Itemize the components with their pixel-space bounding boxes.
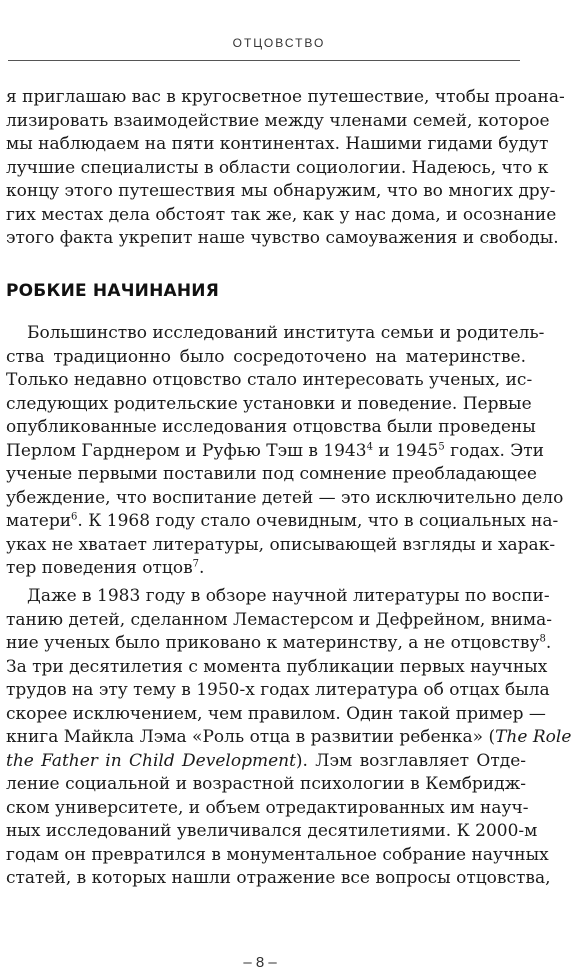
text-line: Большинство исследований института семьи и родитель- xyxy=(27,323,545,343)
text-line: Даже в 1983 году в обзоре научной литературы по воспи- xyxy=(27,586,550,606)
text-line: концу этого путешествия мы обнаружим, что во многих дру- xyxy=(6,181,556,201)
footnote-ref: 4 xyxy=(366,440,373,452)
text-line: годам он превратился в монументальное собрание научных xyxy=(6,844,549,865)
text-line: ных исследований увеличивался десятилетиями. К 2000-м xyxy=(6,821,538,841)
page-number: – 8 – xyxy=(243,954,277,971)
text-line: ском университете, и объем отредактированных им науч- xyxy=(6,797,529,818)
text-line: уках не хватает литературы, описывающей взгляды и харак- xyxy=(6,534,556,555)
text-segment: ). Лэм возглавляет Отде- xyxy=(295,750,526,771)
text-line: ление социальной и возрастной психологии в Кембридж- xyxy=(6,774,526,794)
footnote-ref: 7 xyxy=(192,558,200,570)
text-segment: . xyxy=(545,633,552,653)
footnote-ref: 8 xyxy=(539,633,546,645)
paragraph-1 xyxy=(6,322,564,581)
text-segment: Перлом Гарднером и Руфью Тэш в 1943 xyxy=(6,440,367,461)
text-line: этого факта укрепит наше чувство самоуважения и свободы. xyxy=(6,228,559,248)
text-line xyxy=(6,750,526,774)
text-segment: годах. Эти xyxy=(444,440,545,461)
intro-paragraph xyxy=(6,86,565,251)
text-line: мы наблюдаем на пяти континентах. Нашими гидами будут xyxy=(6,134,549,154)
text-line xyxy=(6,557,526,581)
running-head: ОТЦОВСТВО xyxy=(232,36,326,50)
text-segment: матери xyxy=(6,511,72,531)
text-segment: книга Майкла Лэма «Роль отца в развитии ребенка» ( xyxy=(6,727,496,747)
text-line: статей, в которых нашли отражение все вопросы отцовства, xyxy=(6,868,551,888)
footnote-ref: 6 xyxy=(71,511,78,523)
text-segment: ние ученых было приковано к материнству, а не отцовству xyxy=(6,633,540,653)
text-line: гих местах дела обстоят так же, как у нас дома, и осознание xyxy=(6,204,557,225)
text-line: следующих родительские установки и поведение. Первые xyxy=(6,393,532,414)
header-rule xyxy=(8,60,520,61)
text-line: ства традиционно было сосредоточено на материнстве. xyxy=(6,346,526,367)
text-segment: тер поведения отцов xyxy=(6,558,193,578)
footnote-ref: 5 xyxy=(438,440,445,452)
text-line xyxy=(6,510,559,534)
text-line: лучшие специалисты в области социологии. Надеюсь, что к xyxy=(6,157,549,178)
text-line: убеждение, что воспитание детей — это исключительно дело xyxy=(6,487,564,508)
text-line: Только недавно отцовство стало интересовать ученых, ис- xyxy=(6,370,533,390)
text-line xyxy=(6,632,552,656)
text-segment: и 1945 xyxy=(372,440,439,461)
text-line: я приглашаю вас в кругосветное путешествие, чтобы проана- xyxy=(6,87,565,107)
paragraph-2 xyxy=(6,585,571,891)
text-line: танию детей, сделанном Лемастерсом и Дефрейном, внима- xyxy=(6,609,553,630)
text-line: лизировать взаимодействие между членами семей, которое xyxy=(6,110,550,131)
text-line: За три десятилетия с момента публикации первых научных xyxy=(6,656,548,677)
text-line: скорее исключением, чем правилом. Один такой пример — xyxy=(6,703,546,724)
text-line xyxy=(6,726,571,750)
text-segment: . К 1968 году стало очевидным, что в социальных на- xyxy=(77,511,559,531)
text-line: трудов на эту тему в 1950-х годах литература об отцах была xyxy=(6,680,550,700)
section-heading: РОБКИЕ НАЧИНАНИЯ xyxy=(6,281,220,301)
italic-title: The Role xyxy=(495,727,571,747)
text-segment: . xyxy=(199,558,205,578)
italic-title: the Father in Child Development xyxy=(6,750,296,771)
text-line xyxy=(6,440,545,464)
text-line: ученые первыми поставили под сомнение преобладающее xyxy=(6,464,537,484)
text-line: опубликованные исследования отцовства были проведены xyxy=(6,417,536,437)
